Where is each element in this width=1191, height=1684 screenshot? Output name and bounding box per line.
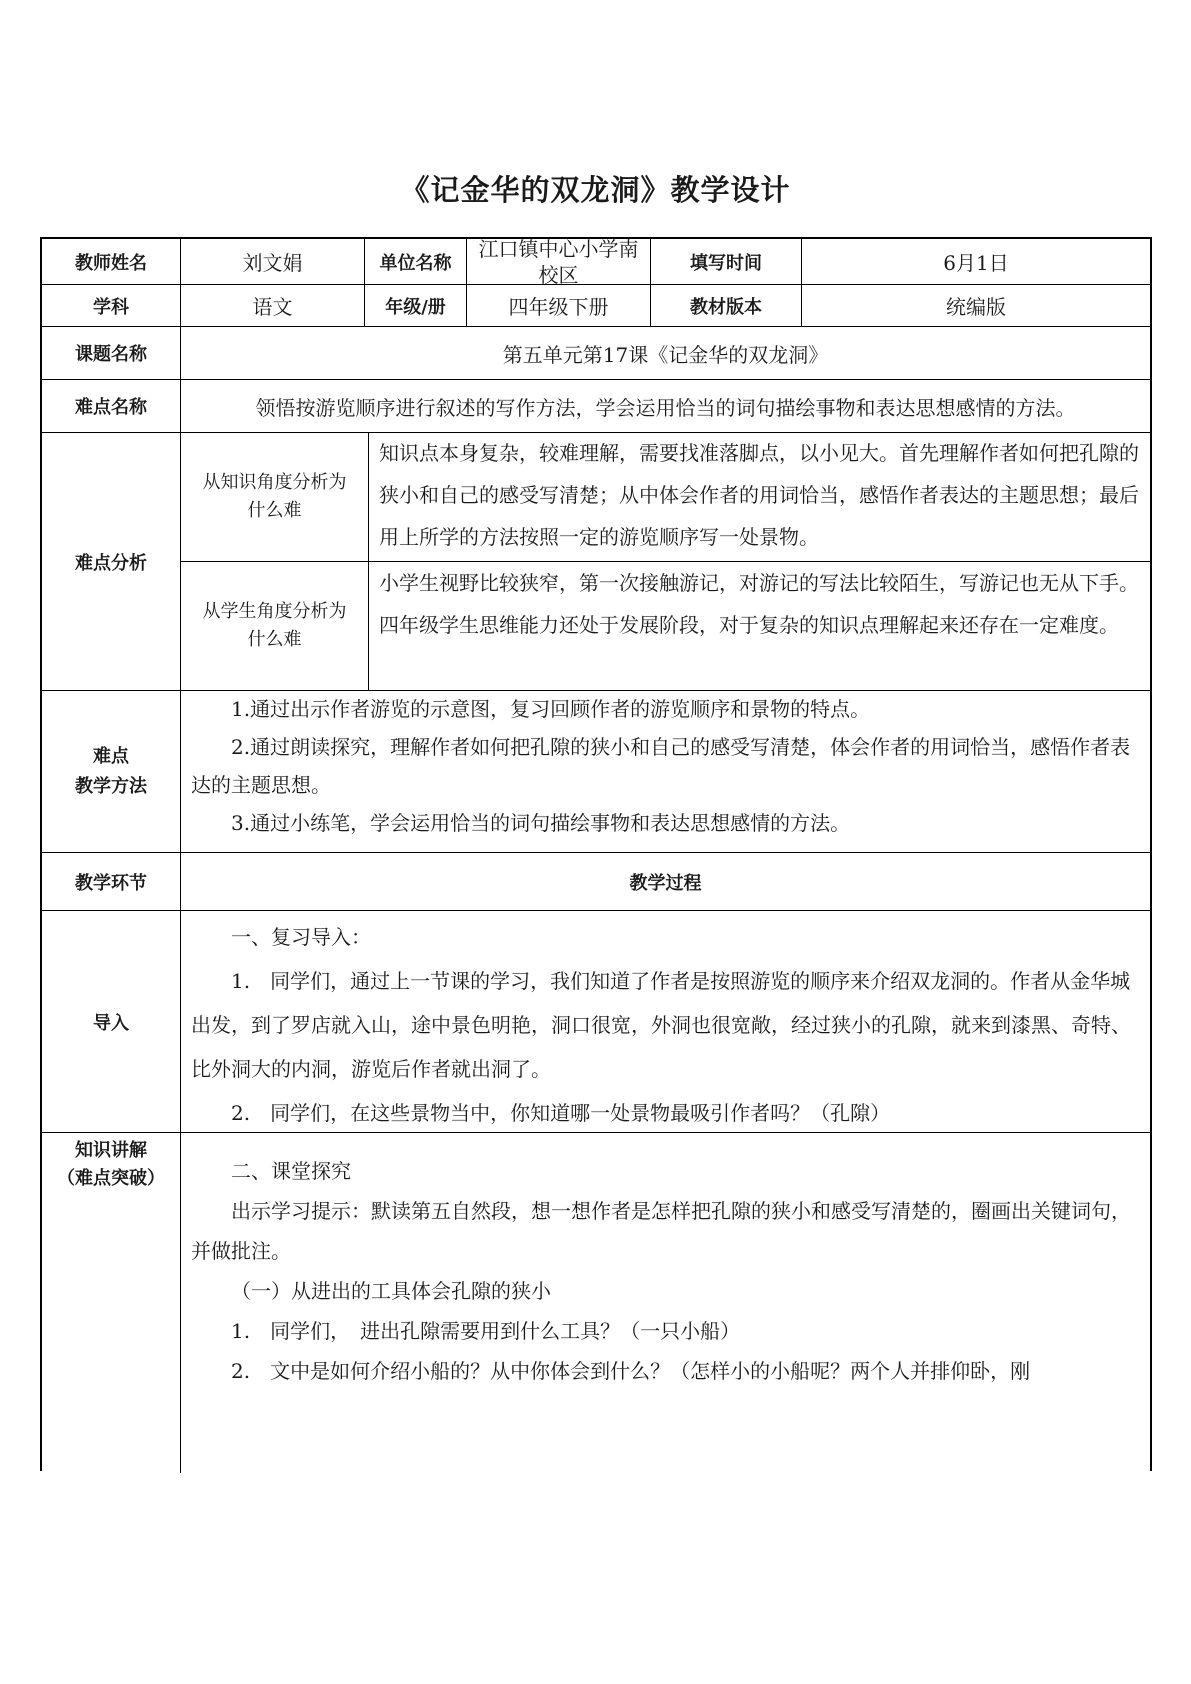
- student-angle-text-cell: [369, 561, 1150, 691]
- explain-question-2: 2. 文中是如何介绍小船的？从中你体会到什么？（怎样小的小船呢？两个人并排仰卧，刚: [231, 1359, 1031, 1383]
- knowledge-angle-text-cell: [369, 433, 1150, 561]
- subject-value: 语文: [181, 285, 365, 326]
- intro-content: [181, 911, 1150, 1133]
- date-value: 6月1日: [943, 251, 1009, 275]
- unit-value-line2: 校区: [538, 262, 579, 287]
- analysis-label: 难点分析: [42, 433, 181, 690]
- edition-label: 教材版本: [651, 285, 802, 326]
- intro-label: 导入: [42, 911, 181, 1132]
- difficulty-label: 难点名称: [42, 380, 181, 432]
- unit-value: [467, 236, 651, 287]
- explain-subheading-1: （一）从进出的工具体会孔隙的狭小: [231, 1279, 551, 1303]
- student-angle-line1: 从学生角度分析为: [202, 601, 347, 622]
- explain-tip: 出示学习提示：默读第五自然段，想一想作者是怎样把孔隙的狭小和感受写清楚的，圈画出关键词句，并做批注。: [191, 1199, 1131, 1263]
- method-label-line1: 难点: [93, 745, 129, 767]
- student-angle-label: [181, 561, 369, 691]
- date-label: 填写时间: [651, 239, 802, 284]
- process-header: 教学过程: [629, 872, 702, 894]
- knowledge-angle-text: 知识点本身复杂，较难理解，需要找准落脚点，以小见大。首先理解作者如何把孔隙的狭小和自己的感受写清楚；从中体会作者的用词恰当，感悟作者表达的主题思想；最后用上所学的方法按照一定的游览顺序写一处景物。: [379, 441, 1139, 549]
- method-label-line2: 教学方法: [75, 775, 147, 797]
- student-angle-text: 小学生视野比较狭窄，第一次接触游记，对游记的写法比较陌生，写游记也无从下手。四年级学生思维能力还处于发展阶段，对于复杂的知识点理解起来还存在一定难度。: [379, 571, 1139, 637]
- intro-paragraph-2: 2. 同学们，在这些景物当中，你知道哪一处景物最吸引作者吗？（孔隙）: [231, 1101, 891, 1125]
- stage-header: 教学环节: [42, 853, 181, 910]
- topic-value: 第五单元第17课《记金华的双龙洞》: [502, 342, 829, 367]
- method-item-3: 3.通过小练笔，学会运用恰当的词句描绘事物和表达思想感情的方法。: [231, 811, 851, 835]
- intro-paragraph-1: 1. 同学们，通过上一节课的学习，我们知道了作者是按照游览的顺序来介绍双龙洞的。作者从金华城出发，到了罗店就入山，途中景色明艳，洞口很宽，外洞也很宽敞，经过狭小的孔隙，就来到漆黑、奇特、比外洞大的内洞，游览后作者就出洞了。: [191, 969, 1131, 1081]
- method-item-2: 2.通过朗读探究，理解作者如何把孔隙的狭小和自己的感受写清楚，体会作者的用词恰当，感悟作者表达的主题思想。: [191, 735, 1131, 797]
- grade-value: 四年级下册: [467, 285, 651, 326]
- method-item-1: 1.通过出示作者游览的示意图，复习回顾作者的游览顺序和景物的特点。: [231, 697, 871, 721]
- teacher-label: 教师姓名: [42, 239, 181, 284]
- student-angle-line2: 什么难: [247, 629, 302, 650]
- method-content: [181, 691, 1150, 853]
- knowledge-angle-line1: 从知识角度分析为: [202, 472, 347, 493]
- explain-label-line1: 知识讲解: [75, 1140, 147, 1161]
- subject-label: 学科: [42, 285, 181, 326]
- page-title: 《记金华的双龙洞》教学设计: [400, 173, 791, 207]
- info-row-1: [42, 236, 1150, 287]
- explain-question-1: 1. 同学们， 进出孔隙需要用到什么工具？（一只小船）: [231, 1319, 741, 1343]
- method-row: [42, 691, 1150, 853]
- topic-row: [42, 327, 1150, 380]
- explain-label-line2: （难点突破）: [57, 1168, 165, 1189]
- grade-label: 年级/册: [365, 285, 467, 326]
- explain-heading: 二、课堂探究: [231, 1159, 351, 1183]
- info-row-2: [42, 285, 1150, 327]
- process-header-row: [42, 853, 1150, 911]
- teacher-value: 刘文娟: [181, 239, 365, 284]
- unit-value-line1: 江口镇中心小学南: [478, 236, 639, 261]
- method-label: [42, 691, 181, 852]
- explain-row: [42, 1133, 1150, 1473]
- knowledge-angle-line2: 什么难: [247, 500, 302, 521]
- lesson-plan-table: [40, 237, 1152, 1471]
- edition-value: 统编版: [946, 295, 1006, 319]
- difficulty-row: [42, 380, 1150, 433]
- difficulty-value: 领悟按游览顺序进行叙述的写作方法，学会运用恰当的词句描绘事物和表达思想感情的方法。: [255, 395, 1076, 420]
- explain-label: [42, 1133, 181, 1473]
- intro-row: [42, 911, 1150, 1133]
- intro-heading: 一、复习导入：: [231, 925, 371, 949]
- analysis-row: [42, 433, 1150, 691]
- knowledge-angle-label: [181, 433, 369, 561]
- unit-label: 单位名称: [365, 239, 467, 284]
- topic-label: 课题名称: [42, 327, 181, 379]
- explain-content: [181, 1133, 1150, 1473]
